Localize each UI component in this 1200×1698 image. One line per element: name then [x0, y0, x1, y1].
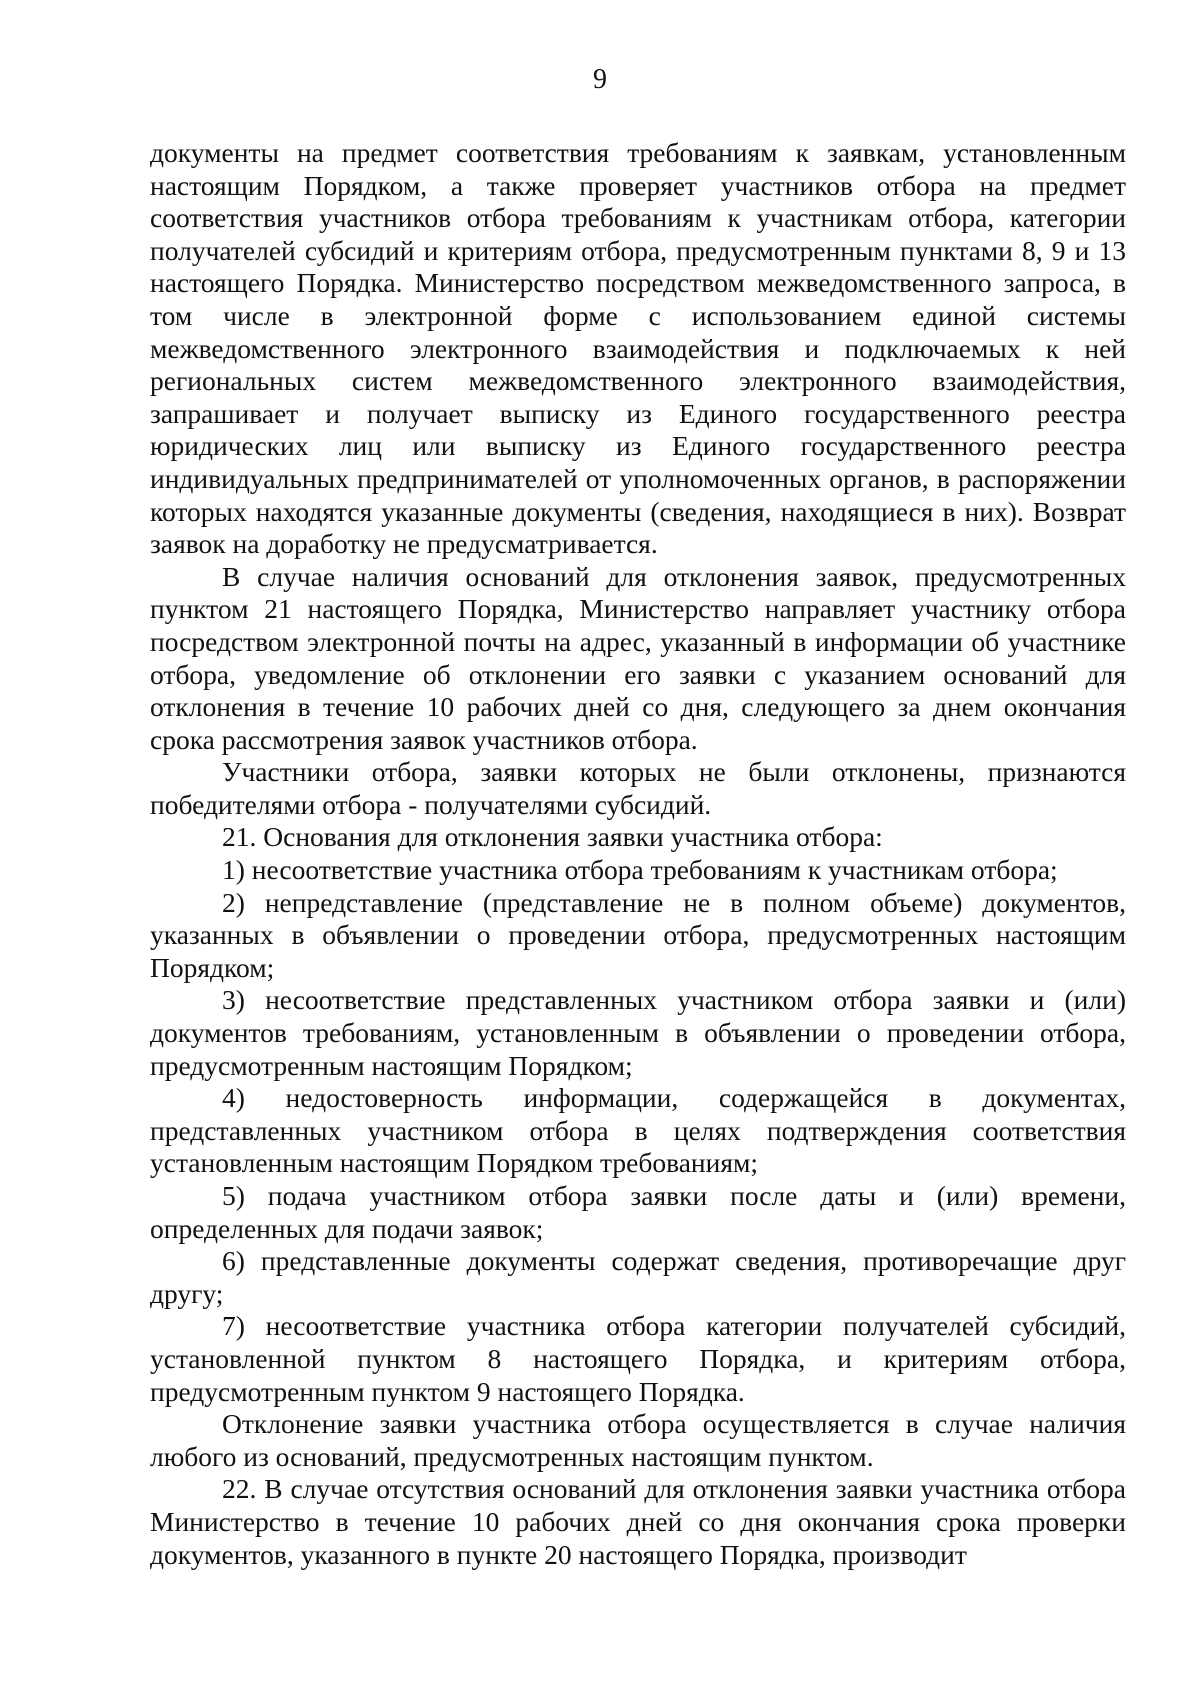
- paragraph-clause-22: 22. В случае отсутствия оснований для отклонения заявки участника отбора Министерство в течение 10 рабочих дней со дня окончания срока проверки документов, указанного в пункте 20 настоящего Порядка, производит: [150, 1473, 1126, 1570]
- page-number: 9: [593, 64, 607, 95]
- document-body: [150, 137, 1126, 1571]
- paragraph-winners: Участники отбора, заявки которых не были отклонены, признаются победителями отбора - получателями субсидий.: [150, 756, 1126, 820]
- list-item-1: 1) несоответствие участника отбора требованиям к участникам отбора;: [222, 854, 1058, 886]
- list-item-5: 5) подача участником отбора заявки после даты и (или) времени, определенных для подачи заявок;: [150, 1180, 1126, 1244]
- list-item-3: 3) несоответствие представленных участником отбора заявки и (или) документов требованиям, установленным в объявлении о проведении отбора, предусмотренным настоящим Порядком;: [150, 984, 1126, 1081]
- paragraph-clause-21: 21. Основания для отклонения заявки участника отбора:: [222, 821, 883, 853]
- list-item-2: 2) непредставление (представление не в полном объеме) документов, указанных в объявлении о проведении отбора, предусмотренных настоящим Порядком;: [150, 886, 1126, 983]
- paragraph-continuation: документы на предмет соответствия требованиям к заявкам, установленным настоящим Порядком, а также проверяет участников отбора на предмет соответствия участников отбора требованиям к участникам отбора, категории получателей субсидий и критериям отбора, предусмотренным пунктами 8, 9 и 13 настоящего Порядка. Министерство посредством межведомственного запроса, в том числе в электронной форме с использованием единой системы межведомственного электронного взаимодействия и подключаемых к ней региональных систем межведомственного электронного взаимодействия, запрашивает и получает выписку из Единого государственного реестра юридических лиц или выписку из Единого государственного реестра индивидуальных предпринимателей от уполномоченных органов, в распоряжении которых находятся указанные документы (сведения, находящиеся в них). Возврат заявок на доработку не предусматривается.: [150, 137, 1126, 560]
- list-item-7: 7) несоответствие участника отбора категории получателей субсидий, установленной пунктом 8 настоящего Порядка, и критериям отбора, предусмотренным пунктом 9 настоящего Порядка.: [150, 1310, 1126, 1407]
- paragraph-rejection-grounds: Отклонение заявки участника отбора осуществляется в случае наличия любого из оснований, предусмотренных настоящим пунктом.: [150, 1408, 1126, 1472]
- paragraph-rejection-notice: В случае наличия оснований для отклонения заявок, предусмотренных пунктом 21 настоящего Порядка, Министерство направляет участнику отбора посредством электронной почты на адрес, указанный в информации об участнике отбора, уведомление об отклонении его заявки с указанием оснований для отклонения в течение 10 рабочих дней со дня, следующего за днем окончания срока рассмотрения заявок участников отбора.: [150, 560, 1126, 755]
- list-item-6: 6) представленные документы содержат сведения, противоречащие друг другу;: [150, 1245, 1126, 1309]
- list-item-4: 4) недостоверность информации, содержащейся в документах, представленных участником отбора в целях подтверждения соответствия установленным настоящим Порядком требованиям;: [150, 1082, 1126, 1179]
